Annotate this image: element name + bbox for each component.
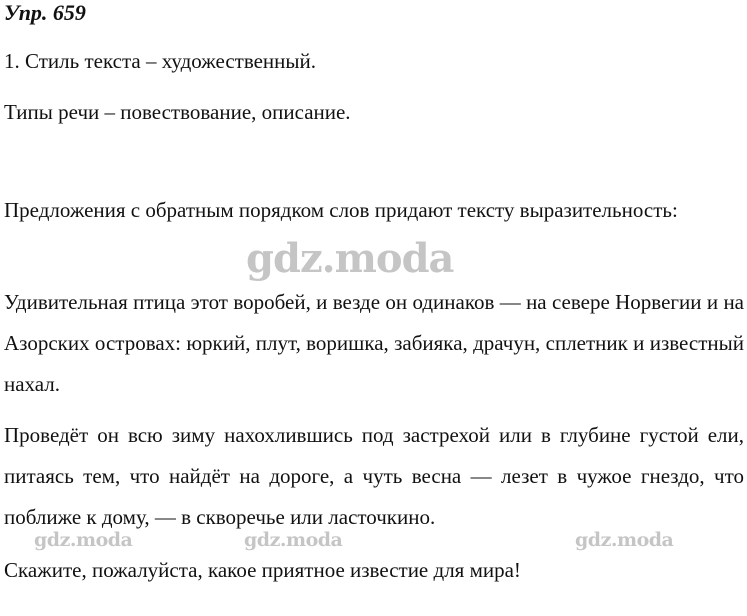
paragraph-inverted-order: Предложения с обратным порядком слов придают тексту выразительность: <box>4 198 678 222</box>
paragraph-sparrow: Удивительная птица этот воробей, и везде он одинаков — на севере Норвегии и на Азорских островах: юркий, плут, воришка, забияка, драчун, сплетник и известный нахал. <box>4 290 744 396</box>
exercise-title: Упр. 659 <box>4 0 86 25</box>
watermark-center: gdz.moda <box>244 529 343 551</box>
speech-types-line: Типы речи – повествование, описание. <box>4 100 351 124</box>
watermark-left: gdz.moda <box>34 529 133 551</box>
watermark-right: gdz.moda <box>575 529 674 551</box>
text-style-line: 1. Стиль текста – художественный. <box>4 49 317 73</box>
paragraph-winter: Проведёт он всю зиму нахохлившись под застрехой или в глубине густой ели, питаясь тем, что найдёт на дороге, а чуть весна — лезет в чужое гнездо, что поближе к дому, — в скворечье или ласточкино. <box>4 423 744 529</box>
paragraph-exclamation: Скажите, пожалуйста, какое приятное известие для мира! <box>4 558 521 582</box>
watermark-main: gdz.moda <box>246 235 454 282</box>
